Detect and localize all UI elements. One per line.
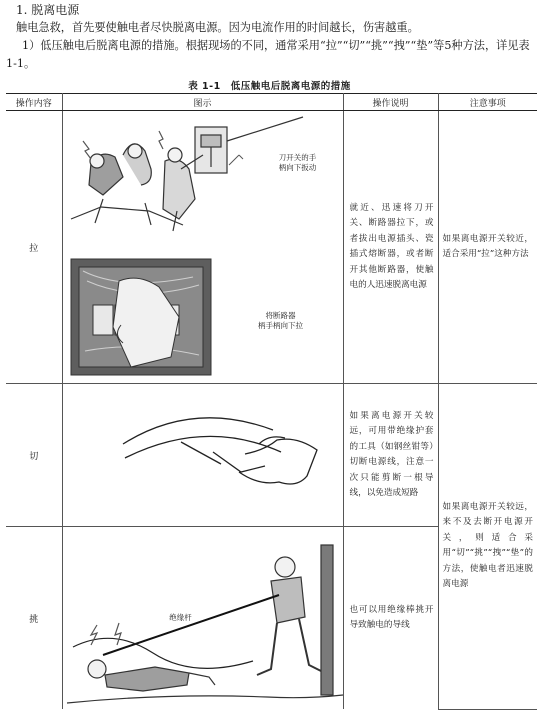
table-row bbox=[6, 384, 537, 527]
table-row bbox=[6, 111, 537, 384]
breaker-label bbox=[231, 311, 331, 331]
operation-pull: 拉 bbox=[6, 111, 62, 384]
description-pull: 就近、迅速将刀开关、断路器拉下，或者拔出电源插头、瓷插式熔断器，或者断开其他断路器，使触电的人迅速脱离电源 bbox=[343, 111, 438, 384]
illustration-pull bbox=[62, 111, 343, 384]
measures-table bbox=[6, 93, 537, 710]
operation-pick: 挑 bbox=[6, 527, 62, 710]
intro-paragraph: 触电急救，首先要使触电者尽快脱离电源。因为电流作用的时间越长，伤害越重。 bbox=[16, 21, 419, 34]
header-notes: 注意事项 bbox=[438, 94, 537, 111]
header-description: 操作说明 bbox=[343, 94, 438, 111]
table-header-row bbox=[6, 94, 537, 111]
description-cut: 如果离电源开关较远，可用带绝缘护套的工具（如钢丝钳等）切断电源线，注意一次只能剪断一根导线，以免造成短路 bbox=[343, 384, 438, 527]
breaker-label-line1: 将断路器 bbox=[265, 311, 296, 320]
switch-handle-label-line2: 柄向下扳动 bbox=[278, 163, 317, 172]
note-cut-pick: 如果离电源开关较远，来不及去断开电源开关，则适合采用“切”“挑”“拽”“垫”的方法，使触电者迅速脱离电源 bbox=[438, 384, 537, 710]
section-heading: 1. 脱离电源 bbox=[16, 3, 80, 17]
description-pick: 也可以用绝缘棒挑开导致触电的导线 bbox=[343, 527, 438, 710]
insulating-rod-label: 绝缘杆 bbox=[169, 613, 192, 622]
cut-illustration-image bbox=[63, 384, 344, 526]
header-illustration: 图示 bbox=[62, 94, 343, 111]
breaker-label-line2: 柄手柄向下拉 bbox=[258, 321, 303, 330]
switch-handle-label bbox=[263, 153, 333, 173]
illustration-cut bbox=[62, 384, 343, 527]
illustration-pick bbox=[62, 527, 343, 710]
table-caption: 表 1-1 低压触电后脱离电源的措施 bbox=[188, 81, 351, 92]
pull-illustration-image bbox=[63, 111, 344, 383]
header-operation: 操作内容 bbox=[6, 94, 62, 111]
measures-paragraph: 1）低压触电后脱离电源的措施。根据现场的不同，通常采用“拉”“切”“挑”“拽”“垫”等5种方法，详见表1-1。 bbox=[6, 39, 530, 70]
note-pull: 如果离电源开关较近，适合采用“拉”这种方法 bbox=[438, 111, 537, 384]
switch-handle-label-line1: 刀开关的手 bbox=[278, 153, 317, 162]
operation-cut: 切 bbox=[6, 384, 62, 527]
